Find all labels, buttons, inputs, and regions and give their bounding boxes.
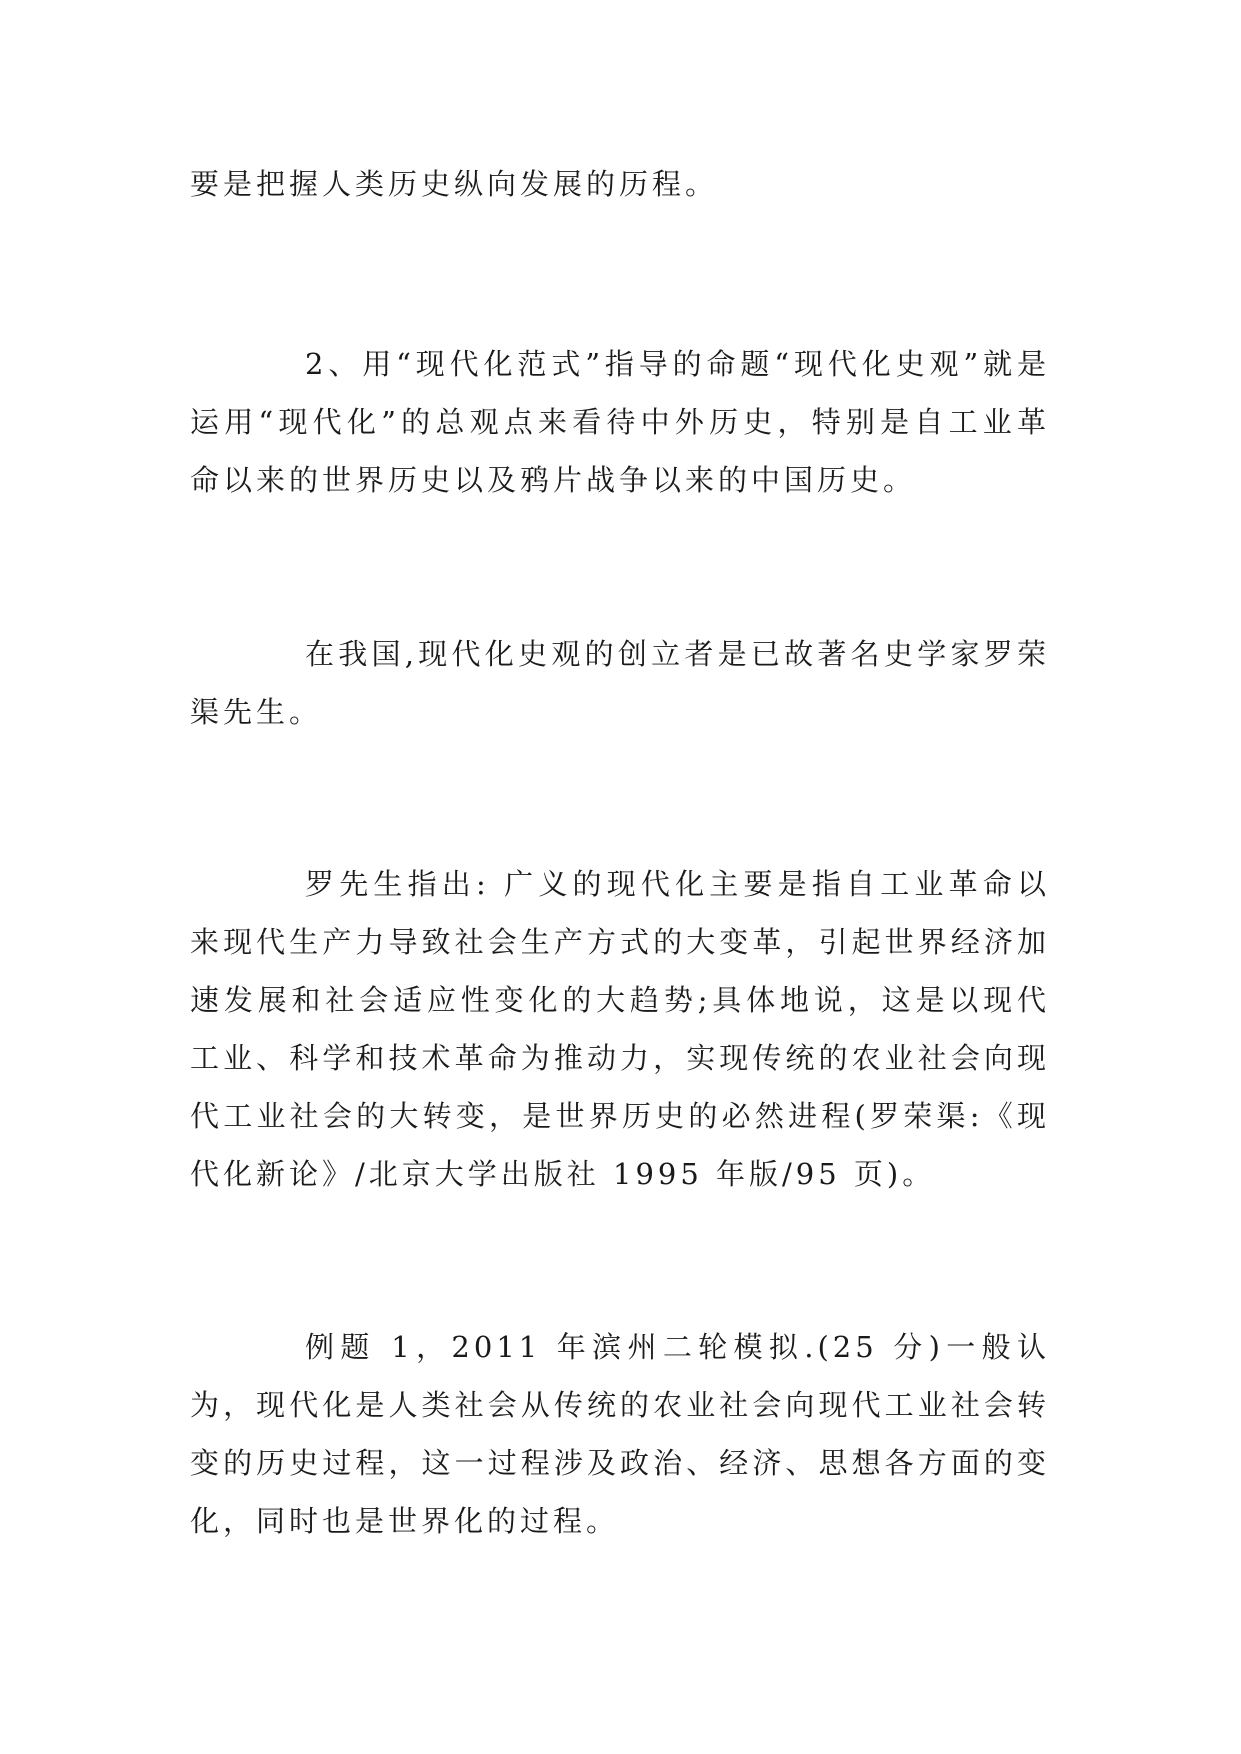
paragraph-example: 例题 1，2011 年滨州二轮模拟.(25 分)一般认为，现代化是人类社会从传统的农业社会向现代工业社会转变的历史过程，这一过程涉及政治、经济、思想各方面的变化，同时也是世界化的过程。 xyxy=(190,1330,1050,1538)
paragraph-founder: 在我国,现代化史观的创立者是已故著名史学家罗荣渠先生。 xyxy=(190,637,1050,729)
paragraph-continuation: 要是把握人类历史纵向发展的历程。 xyxy=(190,167,719,201)
paragraph-definition: 罗先生指出: 广义的现代化主要是指自工业革命以来现代生产力导致社会生产方式的大变革，引起世界经济加速发展和社会适应性变化的大趋势;具体地说，这是以现代工业、科学和技术革命为推动力，实现传统的农业社会向现代工业社会的大转变，是世界历史的必然进程(罗荣渠:《现代化新论》/北京大学出版社 1995 年版/95 页)。 xyxy=(190,867,1050,1191)
paragraph-modernization-paradigm: 2、用“现代化范式”指导的命题“现代化史观”就是运用“现代化”的总观点来看待中外历史，特别是自工业革命以来的世界历史以及鸦片战争以来的中国历史。 xyxy=(190,347,1050,497)
